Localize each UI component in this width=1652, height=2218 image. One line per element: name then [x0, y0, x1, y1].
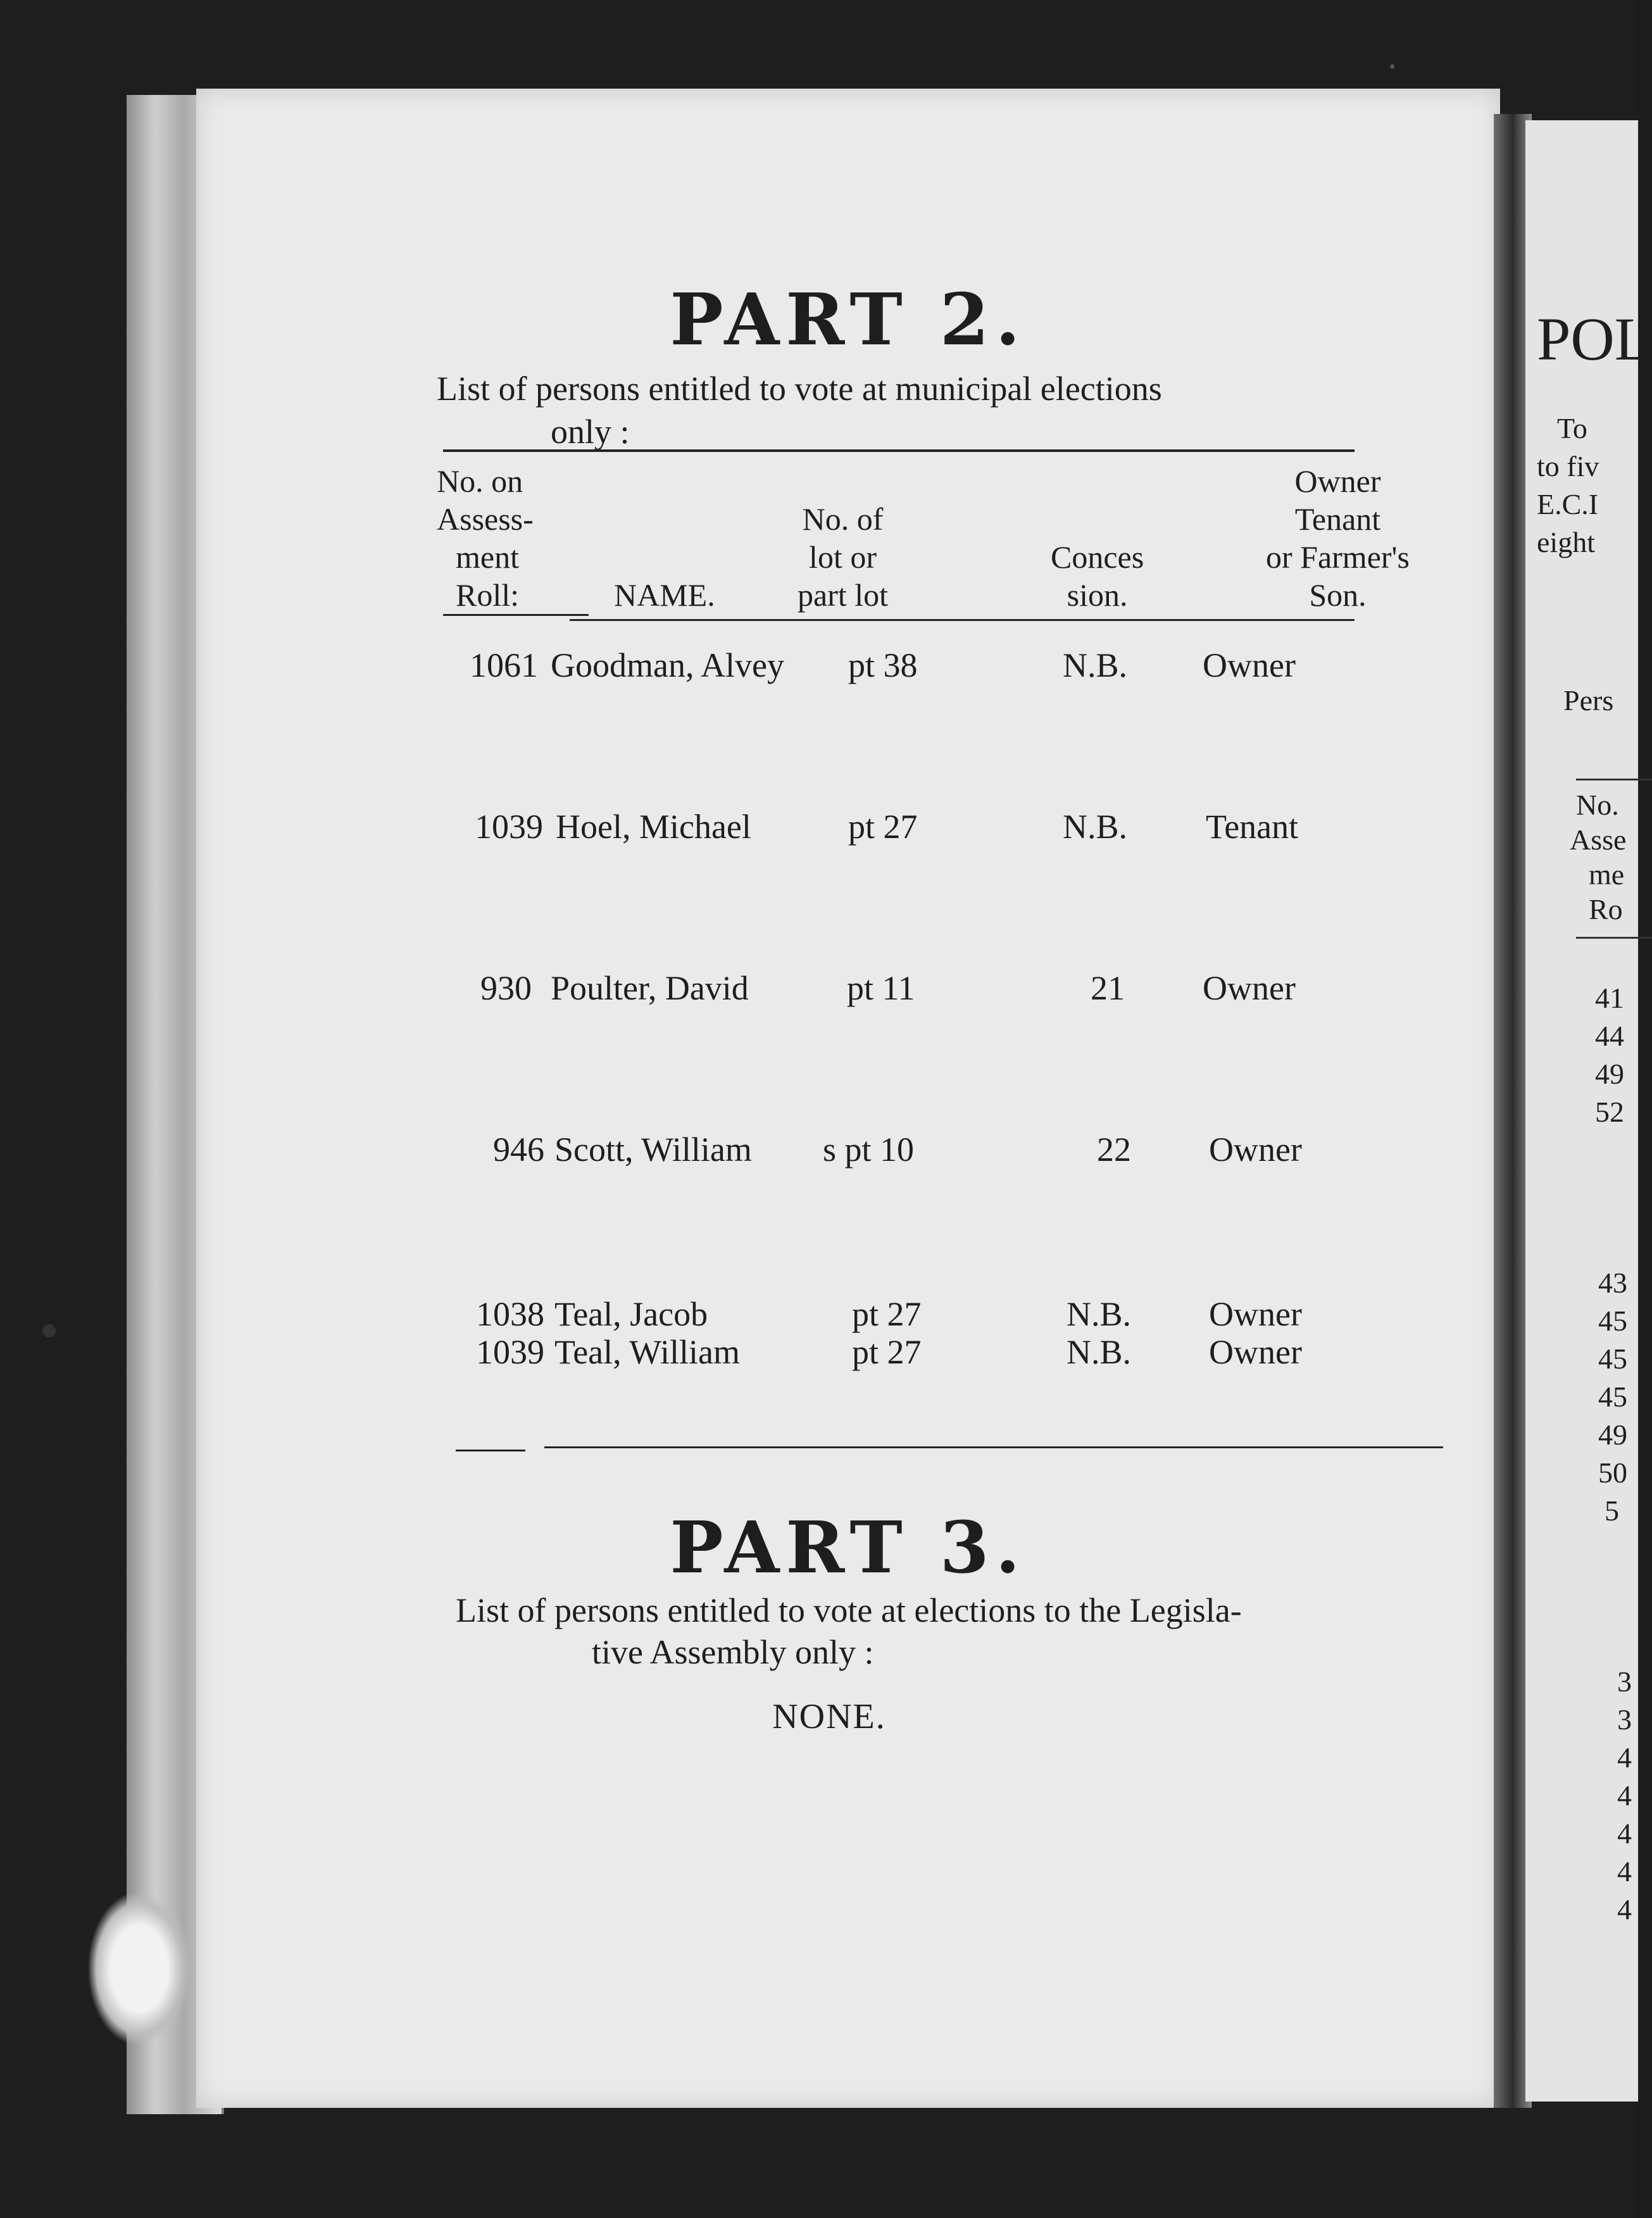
- right-page-line: 45: [1598, 1343, 1627, 1375]
- row-concession: N.B.: [1066, 1295, 1131, 1333]
- header-top-rule: [443, 449, 1355, 452]
- right-page-line: Pers: [1563, 684, 1614, 717]
- header-lot-line: No. of: [802, 501, 884, 537]
- right-page-line: To: [1557, 412, 1587, 444]
- header-bottom-rule: [570, 619, 1355, 621]
- right-page-line: Ro: [1589, 893, 1623, 925]
- row-name: Hoel, Michael: [556, 808, 751, 846]
- row-status: Owner: [1209, 1295, 1302, 1333]
- row-concession: N.B.: [1062, 646, 1127, 684]
- header-status-line: Tenant: [1294, 501, 1381, 537]
- header-bottom-rule-left: [443, 614, 589, 616]
- right-page-title: POL: [1537, 305, 1652, 373]
- header-roll-line: ment: [456, 539, 519, 575]
- row-roll-number: 930: [480, 969, 532, 1007]
- right-page-line: 45: [1598, 1381, 1627, 1413]
- row-status: Tenant: [1206, 808, 1299, 846]
- row-name: Teal, William: [554, 1333, 740, 1371]
- row-name: Goodman, Alvey: [551, 646, 784, 684]
- part2-intro-line1: List of persons entitled to vote at municipal elections: [437, 370, 1162, 408]
- right-page-line: E.C.I: [1537, 488, 1599, 520]
- row-name: Poulter, David: [551, 969, 749, 1007]
- right-page-line: 45: [1598, 1305, 1627, 1337]
- header-roll: [437, 462, 534, 614]
- right-page-line: 49: [1595, 1058, 1624, 1090]
- part2-intro-line2: only :: [551, 413, 630, 451]
- row-roll-number: 946: [493, 1131, 544, 1169]
- row-name: Teal, Jacob: [554, 1295, 708, 1333]
- header-status-line: Son.: [1309, 577, 1367, 613]
- header-lot-line: part lot: [798, 577, 889, 613]
- part3-none: NONE.: [772, 1697, 886, 1736]
- header-status-line: or Farmer's: [1266, 539, 1410, 575]
- header-lot-line: lot or: [809, 539, 877, 575]
- row-name: Scott, William: [554, 1131, 752, 1169]
- right-page-line: 4: [1617, 1779, 1632, 1812]
- row-roll-number: 1039: [476, 1333, 544, 1371]
- right-page-line: 49: [1598, 1419, 1627, 1451]
- right-page-line: 4: [1617, 1741, 1632, 1774]
- row-roll-number: 1061: [470, 646, 538, 684]
- right-page-line: 50: [1598, 1457, 1627, 1489]
- right-page-line: 44: [1595, 1020, 1624, 1052]
- right-page-line: eight: [1537, 526, 1595, 558]
- row-lot: pt 38: [848, 646, 918, 684]
- right-page-fragment: [1525, 120, 1652, 2102]
- paper-stain: [89, 1893, 190, 2045]
- row-lot: s pt 10: [823, 1131, 915, 1169]
- header-lot: [798, 500, 888, 614]
- row-roll-number: 1039: [475, 808, 543, 846]
- right-page-line: 3: [1617, 1703, 1632, 1736]
- part3-intro-line1: List of persons entitled to vote at elections to the Legisla-: [456, 1591, 1242, 1629]
- row-concession: 22: [1097, 1131, 1131, 1169]
- right-page-line: 52: [1595, 1096, 1624, 1128]
- header-name: NAME.: [614, 577, 715, 613]
- header-roll-line: No. on: [437, 463, 523, 499]
- part2-title: PART 2.: [670, 279, 1027, 361]
- right-page-line: 41: [1595, 982, 1624, 1014]
- row-lot: pt 27: [852, 1333, 922, 1371]
- right-page-rule: [1576, 779, 1652, 780]
- header-concession: [1051, 538, 1144, 614]
- part3-intro-line2: tive Assembly only :: [592, 1633, 874, 1671]
- right-page-line: 43: [1598, 1267, 1627, 1299]
- right-page-line: to fiv: [1537, 450, 1599, 482]
- right-page-line: 4: [1617, 1893, 1632, 1926]
- right-page-line: me: [1589, 858, 1625, 891]
- header-status: [1266, 462, 1410, 614]
- row-status: Owner: [1203, 646, 1296, 684]
- header-roll-line: Roll:: [456, 577, 520, 613]
- header-concession-line: sion.: [1067, 577, 1128, 613]
- right-page-line: 4: [1617, 1817, 1632, 1850]
- row-lot: pt 27: [852, 1295, 922, 1333]
- right-page-line: 3: [1617, 1665, 1632, 1698]
- right-page-line: No.: [1576, 789, 1619, 821]
- part3-title: PART 3.: [670, 1507, 1027, 1589]
- row-concession: N.B.: [1066, 1333, 1131, 1371]
- header-concession-line: Conces: [1051, 539, 1144, 575]
- row-status: Owner: [1203, 969, 1296, 1007]
- row-status: Owner: [1209, 1131, 1302, 1169]
- row-lot: pt 27: [848, 808, 918, 846]
- right-page-line: 4: [1617, 1855, 1632, 1888]
- right-page-line: 5: [1605, 1494, 1619, 1527]
- header-status-line: Owner: [1294, 463, 1381, 499]
- row-concession: N.B.: [1062, 808, 1127, 846]
- section-divider-short: [456, 1450, 525, 1451]
- row-lot: pt 11: [847, 969, 915, 1007]
- right-page-rule: [1576, 937, 1652, 939]
- right-page-line: Asse: [1570, 824, 1627, 856]
- row-roll-number: 1038: [476, 1295, 544, 1333]
- header-roll-line: Assess-: [437, 501, 534, 537]
- section-divider: [544, 1446, 1443, 1448]
- row-status: Owner: [1209, 1333, 1302, 1371]
- row-concession: 21: [1091, 969, 1125, 1007]
- left-page: [196, 89, 1500, 2108]
